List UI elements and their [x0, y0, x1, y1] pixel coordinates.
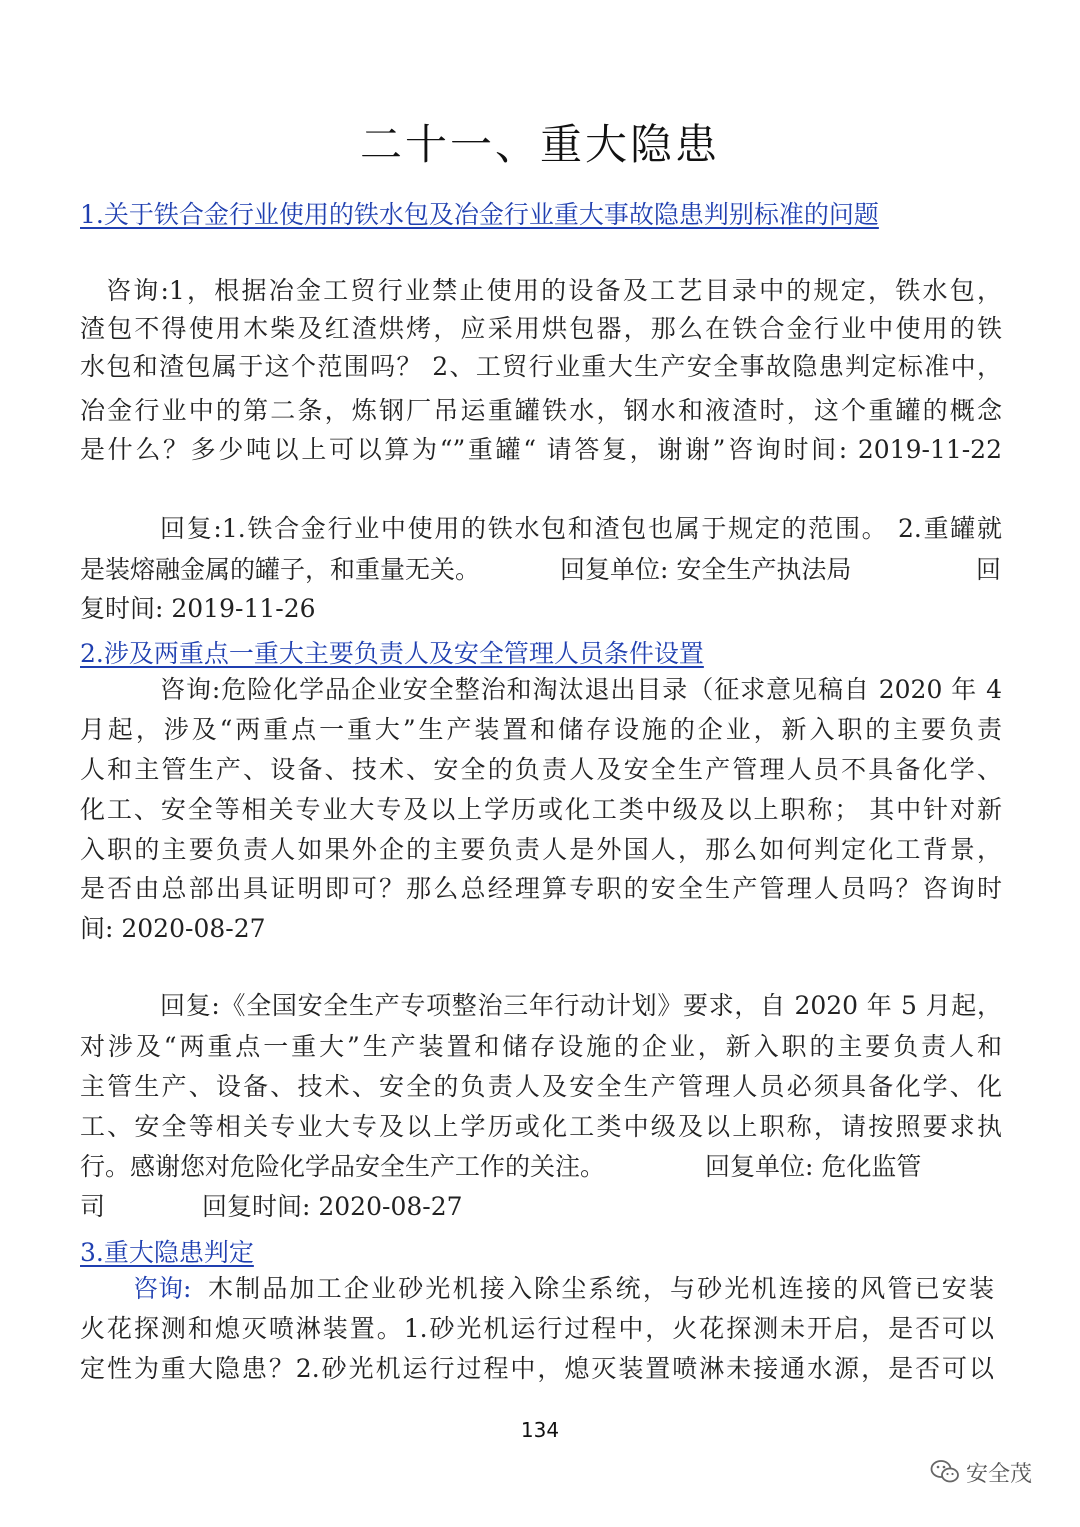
section-1-inquiry-line-2: 渣包不得使用木柴及红渣烘烤，应采用烘包器，那么在铁合金行业中使用的铁 [80, 314, 1002, 343]
page-title: 二十一、重大隐患 [359, 120, 720, 169]
watermark [930, 1452, 1032, 1492]
section-1-inquiry-line-5: 是什么？多少吨以上可以算为“”重罐“ 请答复，谢谢”咨询时间: 2019-11-22 [80, 435, 1002, 464]
section-2-inquiry-line-2: 月起，涉及“两重点一重大”生产装置和储存设施的企业，新入职的主要负责 [80, 715, 1002, 744]
section-1-reply-unit: 回复单位: 安全生产执法局 [560, 555, 852, 584]
section-3-heading[interactable]: 3.重大隐患判定 [80, 1238, 254, 1267]
section-3-inquiry-label: 咨询: [133, 1274, 192, 1303]
section-2-inquiry-line-5: 入职的主要负责人如果外企的主要负责人是外国人，那么如何判定化工背景， [80, 835, 1002, 864]
section-2-reply-time: 回复时间: 2020-08-27 [202, 1192, 463, 1221]
section-2-inquiry-line-4: 化工、安全等相关专业大专及以上学历或化工类中级及以上职称； 其中针对新 [80, 795, 1002, 824]
section-2-inquiry-line-6: 是否由总部出具证明即可？那么总经理算专职的安全生产管理人员吗？咨询时 [80, 874, 1002, 903]
section-2-inquiry-line-1: 咨询:危险化学品企业安全整治和淘汰退出目录（征求意见稿自 2020 年 4 [160, 675, 1002, 704]
section-2-reply-line-5: 行。感谢您对危险化学品安全生产工作的关注。 [80, 1152, 606, 1181]
section-1-reply-time: 复时间: 2019-11-26 [80, 594, 316, 623]
section-2-inquiry-line-7: 间: 2020-08-27 [80, 914, 266, 943]
section-1-reply-line-2: 是装熔融金属的罐子，和重量无关。 [80, 555, 481, 584]
section-1-reply-line-1: 回复:1.铁合金行业中使用的铁水包和渣包也属于规定的范围。 2.重罐就 [160, 514, 1002, 543]
section-3-inquiry-line-1: 木制品加工企业砂光机接入除尘系统，与砂光机连接的风管已安装 [208, 1274, 994, 1303]
section-1-heading[interactable]: 1.关于铁合金行业使用的铁水包及冶金行业重大事故隐患判别标准的问题 [80, 200, 879, 229]
section-2-heading[interactable]: 2.涉及两重点一重大主要负责人及安全管理人员条件设置 [80, 639, 704, 668]
page-number: 134 [520, 1418, 560, 1442]
section-2-reply-line-4: 工、安全等相关专业大专及以上学历或化工类中级及以上职称，请按照要求执 [80, 1112, 1002, 1141]
section-1-inquiry-line-4: 冶金行业中的第二条，炼钢厂吊运重罐铁水，钢水和液渣时，这个重罐的概念 [80, 396, 1002, 425]
section-1-inquiry-line-1: 咨询:1，根据冶金工贸行业禁止使用的设备及工艺目录中的规定，铁水包， [106, 276, 1002, 305]
section-1-reply-time-prefix: 回 [976, 555, 1002, 584]
section-2-reply-unit-suffix: 司 [80, 1192, 106, 1221]
section-2-reply-line-1: 回复:《全国安全生产专项整治三年行动计划》要求，自 2020 年 5 月起， [160, 991, 1002, 1020]
section-2-reply-unit: 回复单位: 危化监管 [705, 1152, 922, 1181]
section-2-reply-line-2: 对涉及“两重点一重大”生产装置和储存设施的企业，新入职的主要负责人和 [80, 1032, 1002, 1061]
section-1-inquiry-line-3: 水包和渣包属于这个范围吗？ 2、工贸行业重大生产安全事故隐患判定标准中， [80, 352, 1002, 381]
watermark-text: 安全茂 [966, 1461, 1033, 1487]
section-3-inquiry-line-2: 火花探测和熄灭喷淋装置。1.砂光机运行过程中，火花探测未开启，是否可以 [80, 1314, 994, 1343]
wechat-icon [930, 1458, 960, 1486]
section-2-inquiry-line-3: 人和主管生产、设备、技术、安全的负责人及安全生产管理人员不具备化学、 [80, 755, 1002, 784]
section-3-inquiry-line-3: 定性为重大隐患？2.砂光机运行过程中，熄灭装置喷淋未接通水源，是否可以 [80, 1354, 994, 1383]
section-2-reply-line-3: 主管生产、设备、技术、安全的负责人及安全生产管理人员必须具备化学、化 [80, 1072, 1002, 1101]
